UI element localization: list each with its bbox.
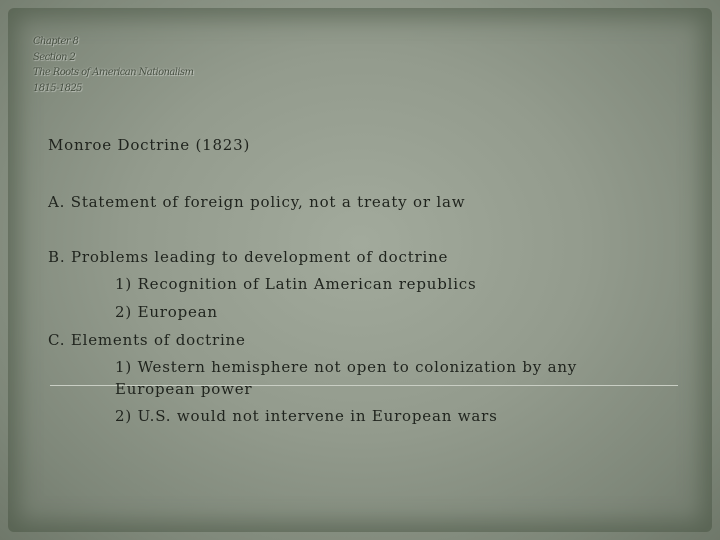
outline-point-c1: 1) Western hemisphere not open to colonization by any <box>115 358 578 376</box>
outline-point-c: C. Elements of doctrine <box>48 331 246 349</box>
header-topic: The Roots of American Nationalism <box>33 67 194 78</box>
outline-point-b: B. Problems leading to development of doctrine <box>48 248 449 266</box>
slide-title: Monroe Doctrine (1823) <box>48 136 251 154</box>
outline-point-c1-continued: European power <box>115 380 253 398</box>
header-dates: 1815-1825 <box>33 82 82 94</box>
outline-point-b2: 2) European <box>115 303 218 321</box>
outline-point-c2: 2) U.S. would not intervene in European wars <box>115 407 498 425</box>
outline-point-b1: 1) Recognition of Latin American republics <box>115 275 477 293</box>
header-chapter: Chapter 8 <box>33 36 79 47</box>
outline-point-a: A. Statement of foreign policy, not a treaty or law <box>48 193 466 211</box>
header-section: Section 2 <box>33 51 76 63</box>
